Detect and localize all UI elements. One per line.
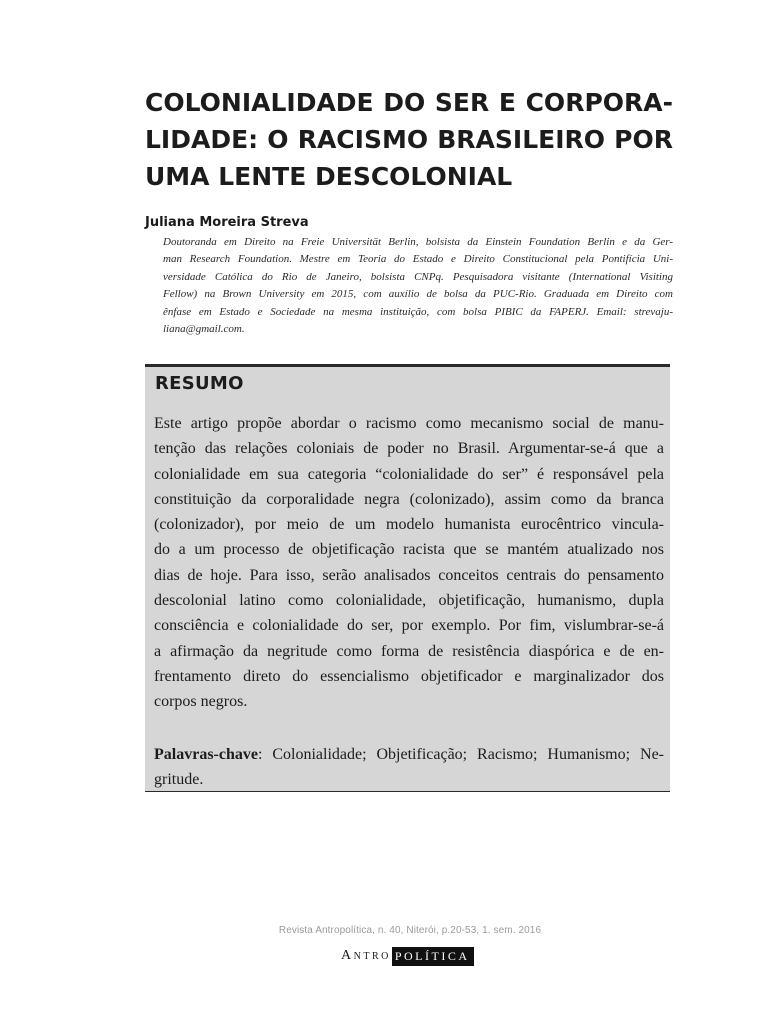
affiliation-line: liana@gmail.com. xyxy=(163,323,245,336)
abstract-line: frentamento direto do essencialismo objetificador e marginalizador dos xyxy=(154,667,664,685)
journal-logo xyxy=(341,946,474,966)
affiliation-line: man Research Foundation. Mestre em Teoria do Estado e Direito Constitucional pela Pontifícia Uni- xyxy=(163,253,673,266)
logo-text-light: Antro xyxy=(341,948,391,963)
abstract-line: dias de hoje. Para isso, serão analisados conceitos centrais do pensamento xyxy=(154,566,664,584)
abstract-line: do a um processo de objetificação racista que se mantém atualizado nos xyxy=(154,541,664,559)
article-title xyxy=(145,84,673,195)
affiliation-line: ênfase em Estado e Sociedade na mesma instituição, com bolsa PIBIC da FAPERJ. Email: strevaju- xyxy=(163,305,673,318)
abstract-line: tenção das relações coloniais de poder no Brasil. Argumentar-se-á que a xyxy=(154,440,664,458)
keywords-line xyxy=(154,742,664,767)
abstract-line: (colonizador), por meio de um modelo humanista eurocêntrico vincula- xyxy=(154,516,664,534)
abstract-line: constituição da corporalidade negra (colonizado), assim como da branca xyxy=(154,490,664,508)
abstract-line: a afirmação da negritude como forma de resistência diaspórica e de en- xyxy=(154,642,664,660)
abstract-line: colonialidade em sua categoria “colonialidade do ser” é responsável pela xyxy=(154,465,664,483)
abstract-box xyxy=(145,364,670,792)
keywords-list: : Colonialidade; Objetificação; Racismo; Humanismo; Ne- xyxy=(257,746,664,763)
abstract-line: Este artigo propõe abordar o racismo como mecanismo social de manu- xyxy=(154,415,664,432)
logo-text-dark: POLÍTICA xyxy=(392,947,474,966)
journal-reference: Revista Antropolítica, n. 40, Niterói, p.20-53, 1. sem. 2016 xyxy=(278,925,542,936)
author-name: Juliana Moreira Streva xyxy=(145,215,309,230)
keywords xyxy=(154,742,664,793)
abstract-heading: RESUMO xyxy=(155,373,244,394)
abstract-line: descolonial latino como colonialidade, objetificação, humanismo, dupla xyxy=(154,592,664,610)
abstract-line: consciência e colonialidade do ser, por exemplo. Por fim, vislumbrar-se-á xyxy=(154,617,664,635)
abstract-text xyxy=(154,411,664,715)
keywords-label: Palavras-chave xyxy=(154,746,258,763)
affiliation-line: Doutoranda em Direito na Freie Universität Berlin, bolsista da Einstein Foundation Berlin e da Ger- xyxy=(163,236,673,248)
keywords-line: gritude. xyxy=(154,771,204,789)
abstract-line: corpos negros. xyxy=(154,693,248,711)
affiliation-line: versidade Católica do Rio de Janeiro, bolsista CNPq. Pesquisadora visitante (International Visiting xyxy=(163,270,673,283)
title-line: LIDADE: O RACISMO BRASILEIRO POR xyxy=(145,125,673,154)
affiliation-line: Fellow) na Brown University em 2015, com auxílio de bolsa da PUC-Rio. Graduada em Direito com xyxy=(163,288,673,301)
title-line: COLONIALIDADE DO SER E CORPORA- xyxy=(145,88,673,117)
title-line: UMA LENTE DESCOLONIAL xyxy=(145,162,513,191)
author-affiliation xyxy=(163,234,673,338)
